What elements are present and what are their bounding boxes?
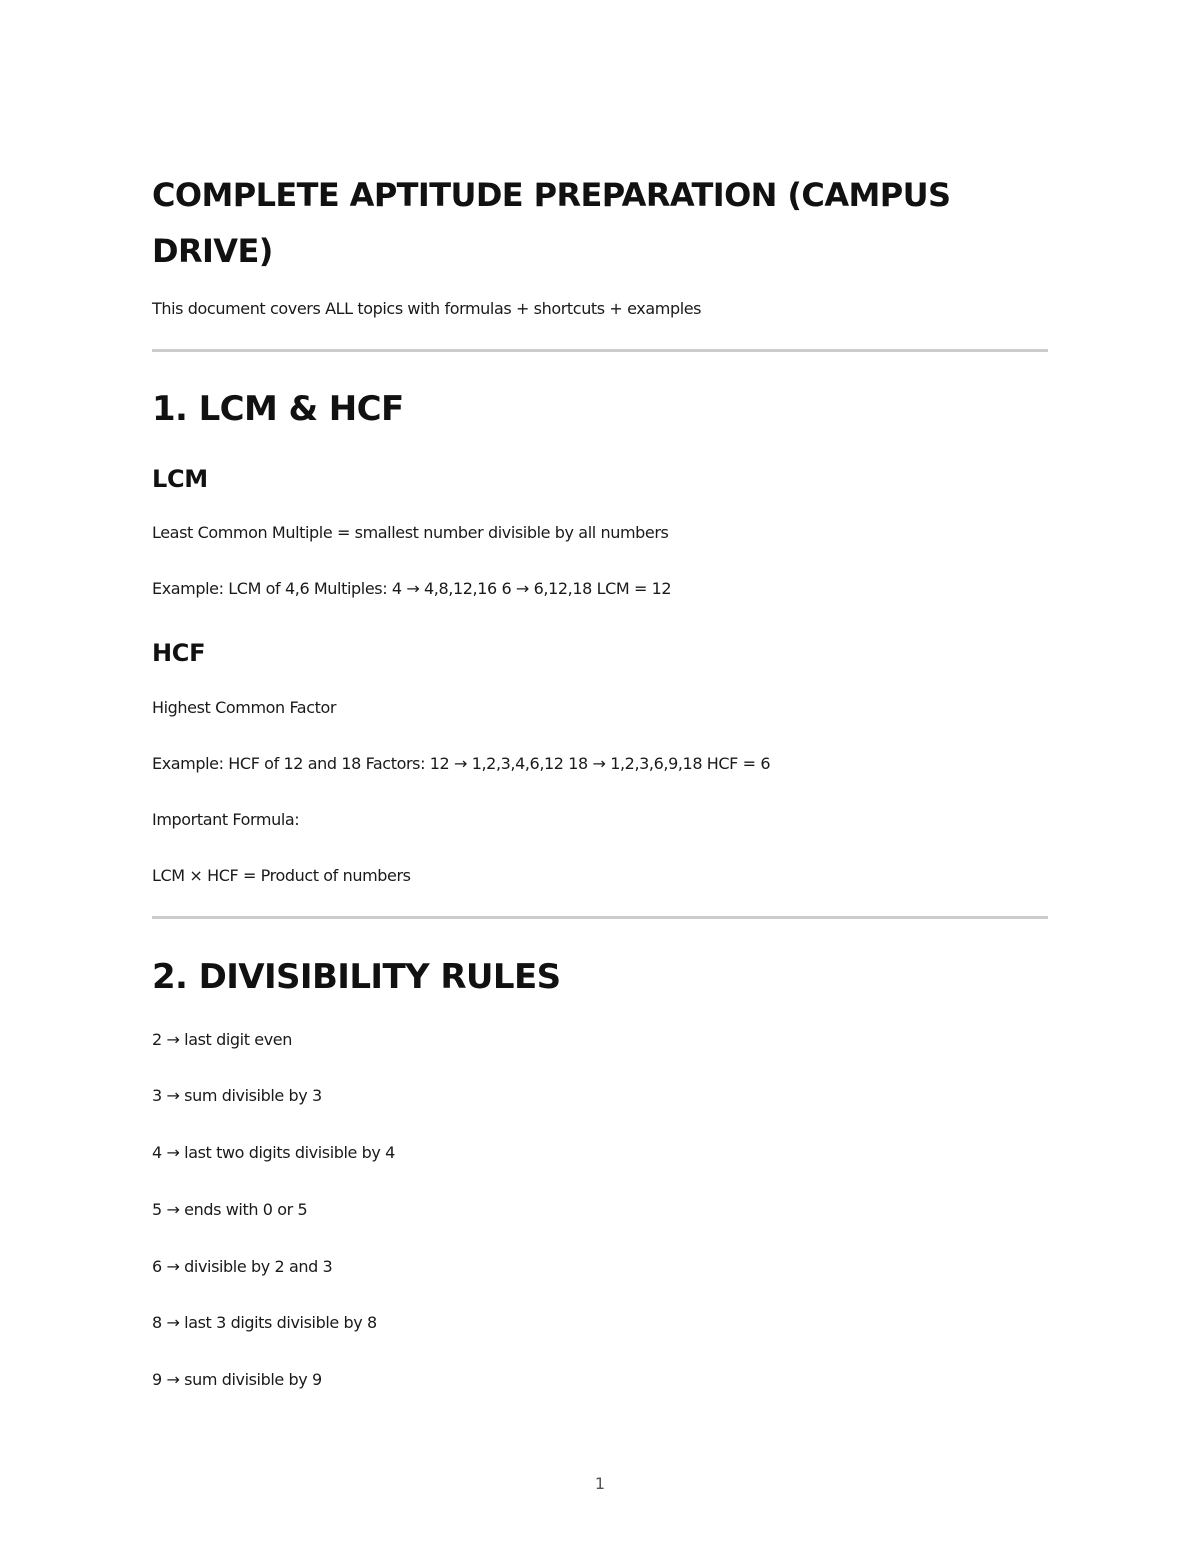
section-heading-divisibility: 2. DIVISIBILITY RULES bbox=[152, 957, 561, 997]
divisibility-rule-item: 4 → last two digits divisible by 4 bbox=[152, 1143, 395, 1162]
horizontal-divider bbox=[152, 349, 1048, 352]
subheading-hcf: HCF bbox=[152, 639, 206, 667]
hcf-definition: Highest Common Factor bbox=[152, 698, 337, 717]
lcm-example: Example: LCM of 4,6 Multiples: 4 → 4,8,12,16 6 → 6,12,18 LCM = 12 bbox=[152, 579, 672, 598]
document-subtitle: This document covers ALL topics with formulas + shortcuts + examples bbox=[152, 299, 702, 318]
divisibility-rule-item: 6 → divisible by 2 and 3 bbox=[152, 1257, 333, 1276]
lcm-definition: Least Common Multiple = smallest number divisible by all numbers bbox=[152, 523, 669, 542]
horizontal-divider bbox=[152, 916, 1048, 919]
divisibility-rule-item: 5 → ends with 0 or 5 bbox=[152, 1200, 308, 1219]
formula-label: Important Formula: bbox=[152, 810, 300, 829]
subheading-lcm: LCM bbox=[152, 465, 208, 493]
divisibility-rule-item: 2 → last digit even bbox=[152, 1030, 292, 1049]
divisibility-rule-item: 3 → sum divisible by 3 bbox=[152, 1086, 322, 1105]
hcf-example: Example: HCF of 12 and 18 Factors: 12 → 1,2,3,4,6,12 18 → 1,2,3,6,9,18 HCF = 6 bbox=[152, 754, 771, 773]
formula-text: LCM × HCF = Product of numbers bbox=[152, 866, 411, 885]
document-title: COMPLETE APTITUDE PREPARATION (CAMPUS DRIVE) bbox=[152, 176, 951, 270]
section-heading-lcm-hcf: 1. LCM & HCF bbox=[152, 389, 404, 429]
divisibility-rule-item: 9 → sum divisible by 9 bbox=[152, 1370, 322, 1389]
divisibility-rule-item: 8 → last 3 digits divisible by 8 bbox=[152, 1313, 377, 1332]
page-number: 1 bbox=[594, 1474, 606, 1493]
